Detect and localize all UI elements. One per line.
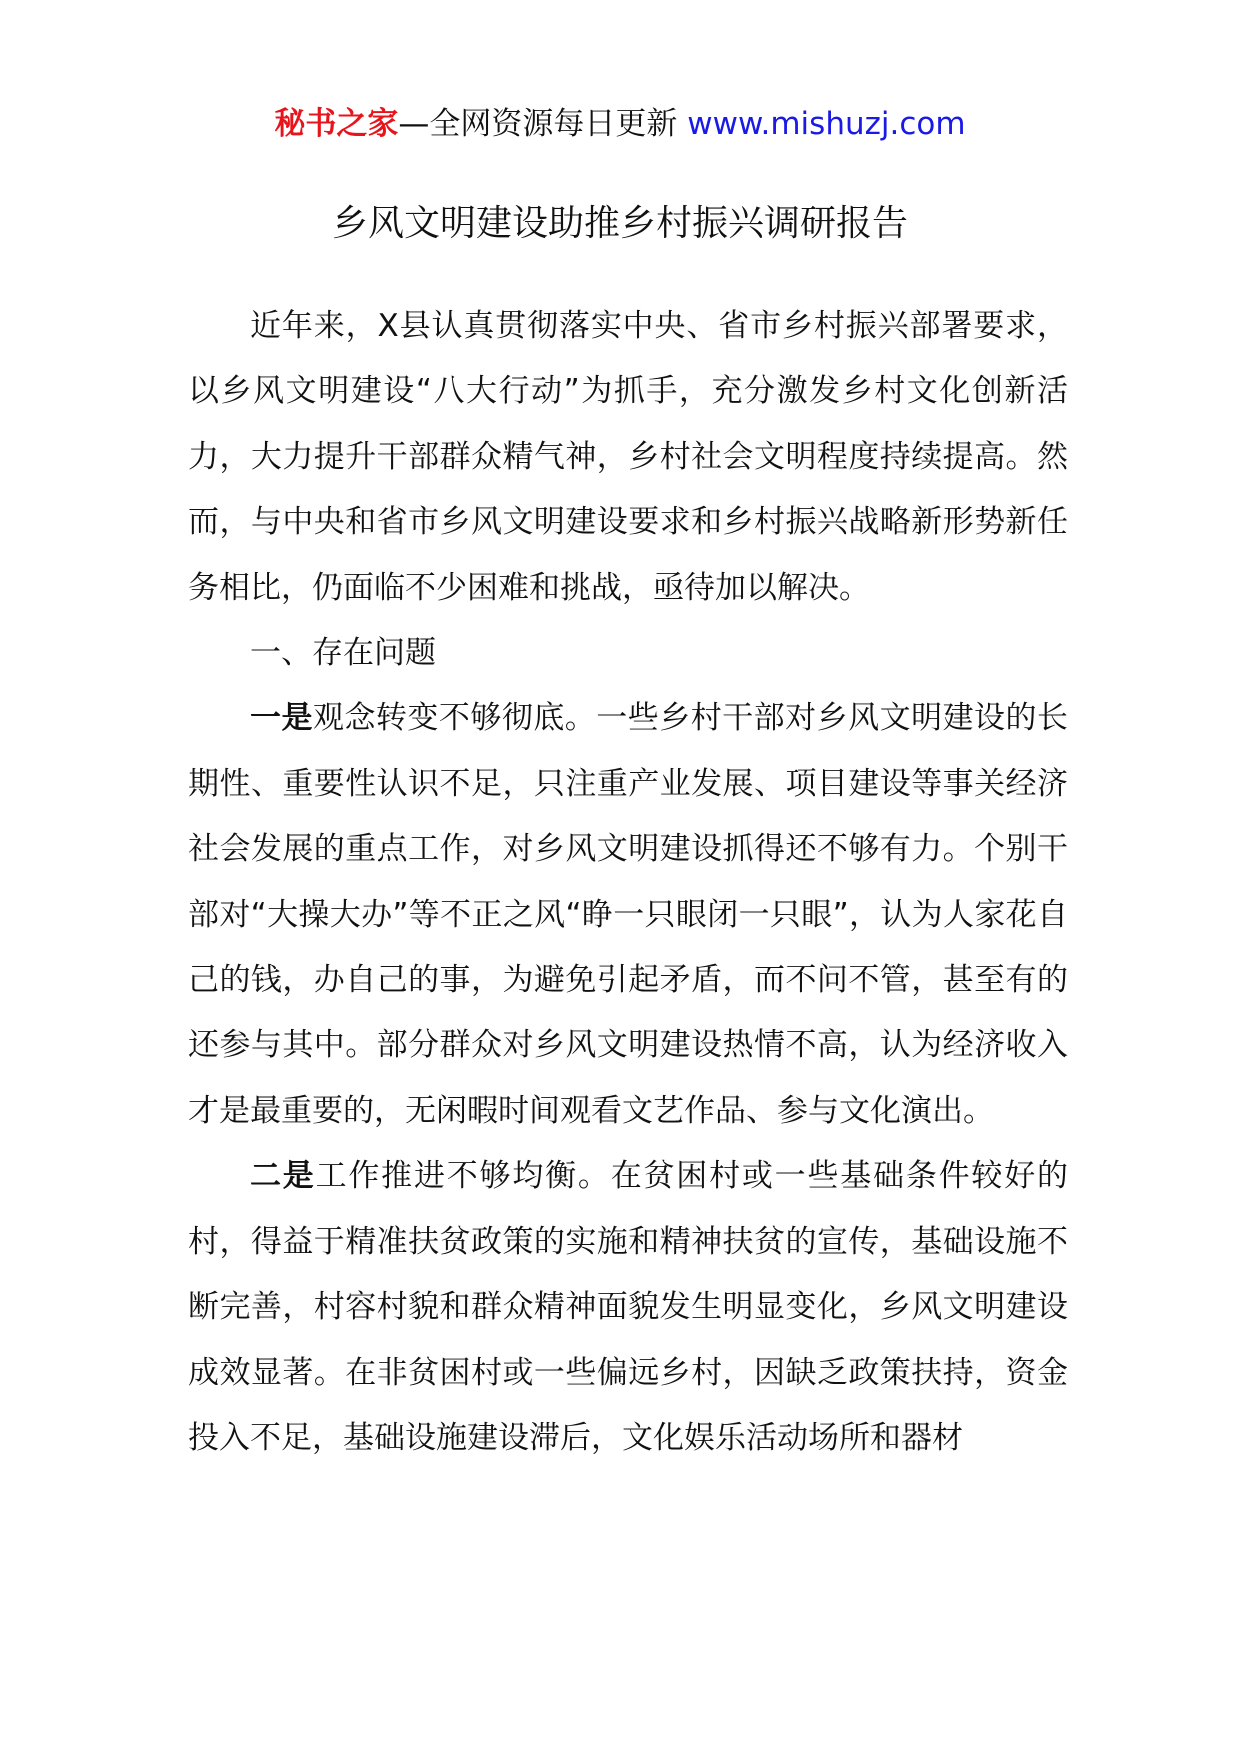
section-heading: 一、存在问题 xyxy=(250,635,436,672)
problem-item-1-text: 观念转变不够彻底。一些乡村干部对乡风文明建设的长期性、重要性认识不足，只注重产业发展、项目建设等事关经济社会发展的重点工作，对乡风文明建设抓得还不够有力。个别干部对“大操大办”等不正之风“睁一只眼闭一只眼”，认为人家花自己的钱，办自己的事，为避免引起矛盾，而不问不管，甚至有的还参与其中。部分群众对乡风文明建设热情不高，认为经济收入才是最重要的，无闲暇时间观看文艺作品、参与文化演出。 xyxy=(188,700,1069,1129)
document-body xyxy=(188,294,1068,1471)
site-slogan: —全网资源每日更新 xyxy=(398,106,688,142)
site-header xyxy=(0,100,1240,148)
site-brand: 秘书之家 xyxy=(274,106,399,142)
problem-item-2-lead: 二是 xyxy=(250,1158,316,1195)
document-title: 乡风文明建设助推乡村振兴调研报告 xyxy=(331,203,908,244)
intro-paragraph: 近年来，X县认真贯彻落实中央、省市乡村振兴部署要求，以乡风文明建设“八大行动”为抓手，充分激发乡村文化创新活力，大力提升干部群众精气神，乡村社会文明程度持续提高。然而，与中央和省市乡风文明建设要求和乡村振兴战略新形势新任务相比，仍面临不少困难和挑战，亟待加以解决。 xyxy=(188,308,1068,606)
site-url-link[interactable]: www.mishuzj.com xyxy=(687,106,966,142)
problem-item-1-lead: 一是 xyxy=(250,700,313,737)
problem-item-2 xyxy=(188,1144,1068,1471)
problem-item-2-text: 工作推进不够均衡。在贫困村或一些基础条件较好的村，得益于精准扶贫政策的实施和精神扶贫的宣传，基础设施不断完善，村容村貌和群众精神面貌发生明显变化，乡风文明建设成效显著。在非贫困村或一些偏远乡村，因缺乏政策扶持，资金投入不足，基础设施建设滞后，文化娱乐活动场所和器材 xyxy=(188,1158,1069,1456)
problem-item-1 xyxy=(188,686,1068,1144)
